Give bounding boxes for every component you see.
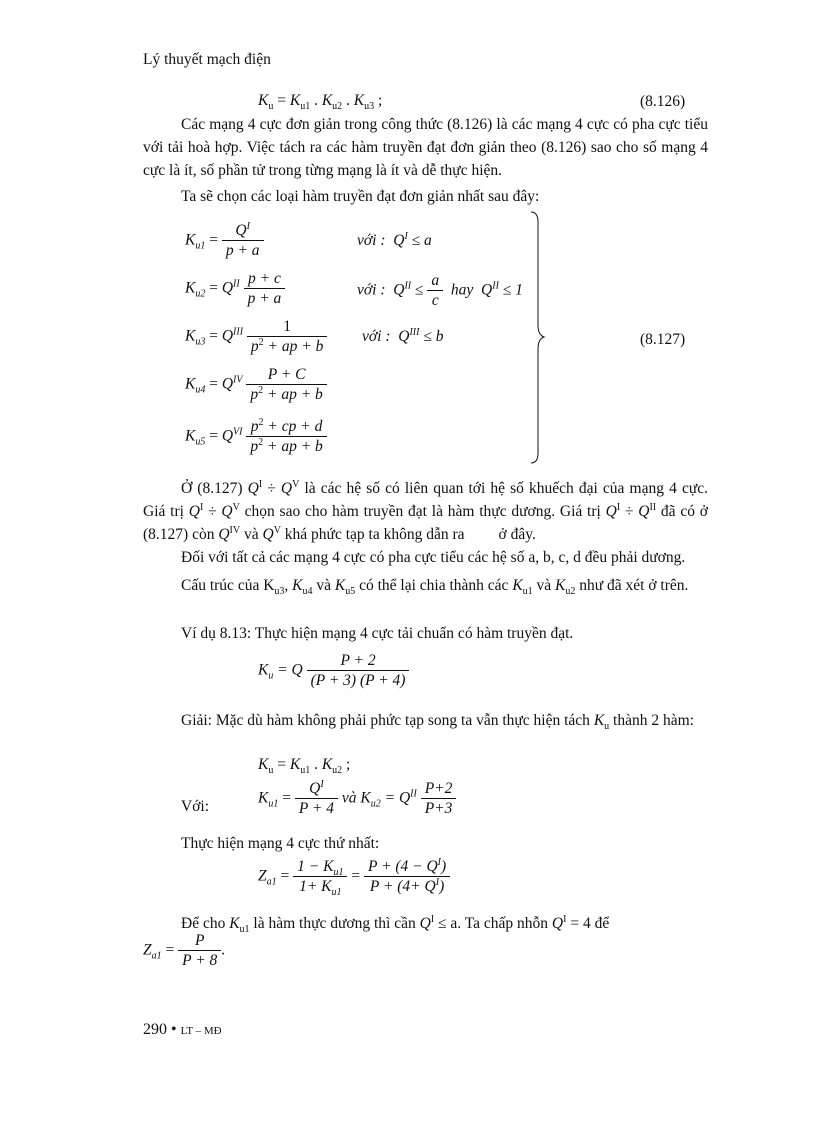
za1-final-equation: $Z_{a1}$ = $\frac{P}{P + 8}$ . (143, 932, 226, 969)
split-equation: $K_u = K_{u1}$ . $K_{u2}$ ; (258, 756, 351, 777)
paragraph-8: Thực hiện mạng 4 cực thứ nhất: (181, 835, 380, 852)
paragraph-3: Ở (8.127) $Q^I \div Q^V$ là các hệ số có liên quan tới hệ số khuếch đại của mạng 4 cực. Giá trị $Q^I \div Q^V$ chọn sao cho hàm truyền đạt là hàm thực dương. Giá trị $Q^I \div Q^{II}$ đã có ở (8.127) còn $Q^{IV}$ và $Q^V$ khá phức tạp ta không dẫn ra ở đây. (143, 478, 708, 543)
paragraph-2: Ta sẽ chọn các loại hàm truyền đạt đơn giản nhất sau đây: (181, 188, 540, 205)
za1-equation: $Z_{a1}$ = $\frac{1 - K_{u1}}{1+ K_{u1}}$ = $\frac{P + (4 - Q^I)}{P + (4+ Q^I)}$ (258, 858, 450, 896)
bullet-icon: • (171, 1021, 177, 1038)
page-footer (143, 1021, 222, 1039)
with-equations: $K_{u1}$ = $\frac{Q^I}{P + 4}$ và $K_{u2} = Q^{II}$ $\frac{P+2}{P+3}$ (258, 780, 456, 818)
paragraph-7: Giải: Mặc dù hàm không phải phức tạp song ta vẫn thực hiện tách $K_u$ thành 2 hàm: (181, 712, 694, 733)
eq-row-ku1-condition: với : $Q^I \le a$ (357, 230, 432, 249)
eq-row-ku2: $K_{u2} = Q^{II}$ $\frac{p + c}{p + a}$ (185, 270, 285, 308)
with-label: Với: (181, 798, 210, 815)
eq-row-ku3-condition: với : $Q^{III} \le b$ (362, 326, 444, 345)
eq-row-ku2-condition: với : $Q^{II}$ ≤ $\frac{a}{c}$ hay $Q^{II} \le 1$ (357, 272, 523, 309)
eq-row-ku5: $K_{u5} = Q^{VI}$ $\frac{p^2 + cp + d}{p^2 + ap + b}$ (185, 418, 327, 456)
paragraph-5: Cấu trúc của $K_{u3}$, $K_{u4}$ và $K_{u5}$ có thể lại chia thành các $K_{u1}$ và $K_{u2}$ như đã xét ở trên. (181, 577, 689, 598)
eq-row-ku3: $K_{u3} = Q^{III}$ $\frac{1}{p^2 + ap + b}$ (185, 318, 327, 356)
example-equation: $K_u = Q$ $\frac{P + 2}{(P + 3) (P + 4)}$ (258, 652, 409, 690)
paragraph-1: Các mạng 4 cực đơn giản trong công thức (8.126) là các mạng 4 cực có pha cực tiểu với tải hoà hợp. Việc tách ra các hàm truyền đạt đơn giản theo (8.126) sao cho số mạng 4 cực là ít, số phần tử trong từng mạng là ít và dễ thực hiện. (143, 116, 708, 179)
footer-label: LT – MĐ (180, 1025, 222, 1037)
eq-row-ku1: $K_{u1}$ = $\frac{Q^I}{p + a}$ (185, 222, 264, 260)
equation-8-126: $K_u = K_{u1}$ . $K_{u2}$ . $K_{u3}$ ; (258, 92, 383, 113)
equation-number-8-127: (8.127) (640, 331, 686, 348)
paragraph-9: Để cho $K_{u1}$ là hàm thực dương thì cần $Q^I \le a$. Ta chấp nhỗn $Q^I = 4$ để (181, 913, 610, 936)
paragraph-4: Đối với tất cả các mạng 4 cực có pha cực tiểu các hệ số a, b, c, d đều phải dương. (181, 549, 686, 566)
eq-row-ku4: $K_{u4} = Q^{IV}$ $\frac{P + C}{p^2 + ap + b}$ (185, 366, 327, 404)
paragraph-6: Ví dụ 8.13: Thực hiện mạng 4 cực tải chuẩn có hàm truyền đạt. (181, 625, 574, 642)
equation-number-8-126: (8.126) (640, 93, 686, 110)
right-brace-icon (528, 210, 548, 465)
page-number: 290 (143, 1021, 167, 1038)
running-header: Lý thuyết mạch điện (143, 51, 271, 68)
